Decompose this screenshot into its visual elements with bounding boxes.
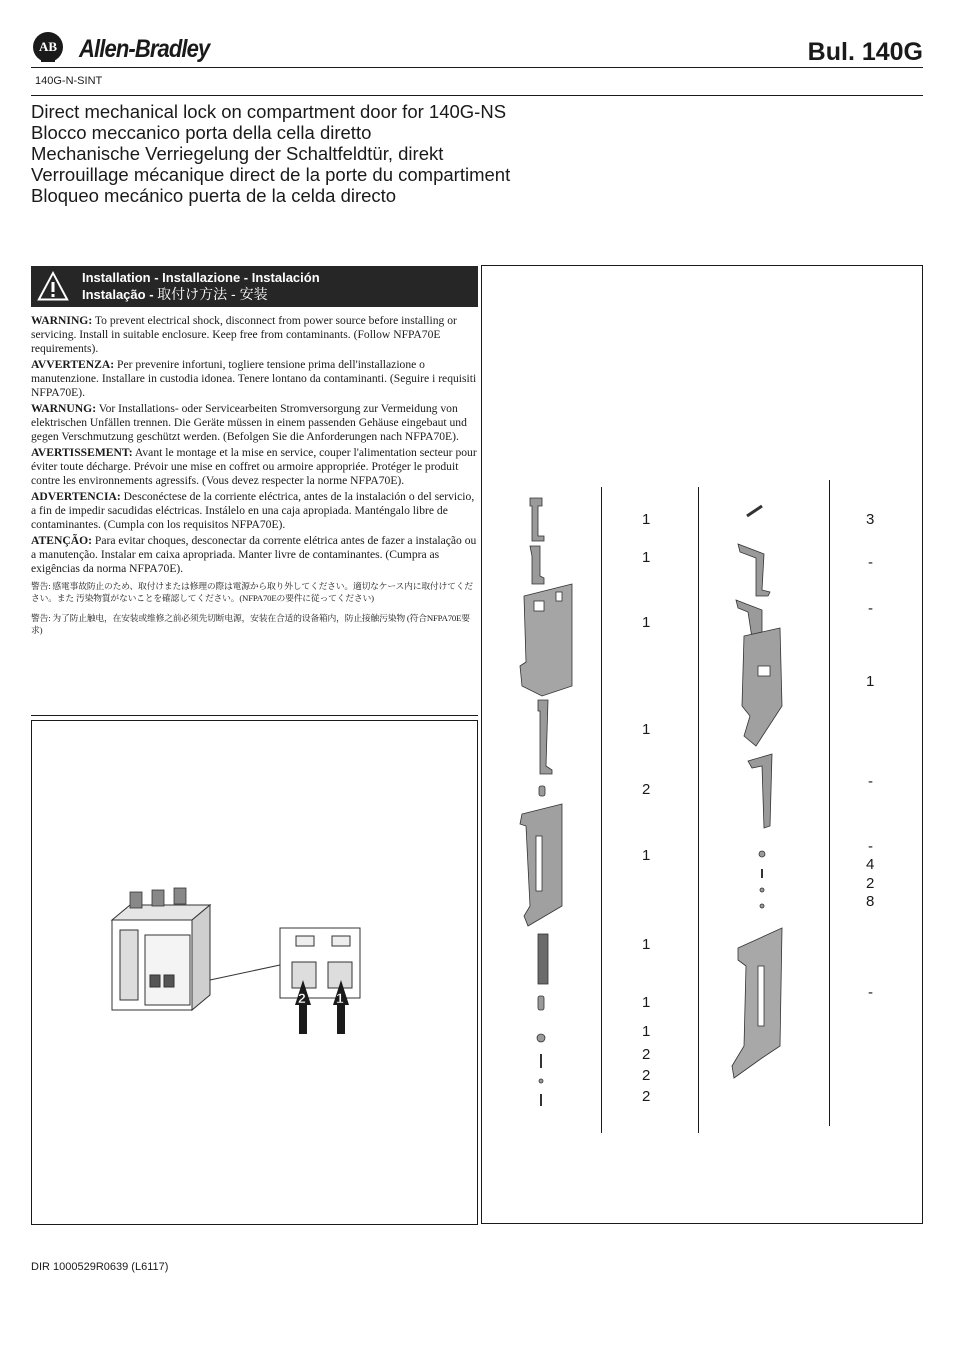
- qty-2-3: -: [868, 600, 873, 617]
- logo-tab: [41, 56, 55, 62]
- warning-en-label: WARNING:: [31, 314, 93, 327]
- title-en: Direct mechanical lock on compartment door for 140G-NS: [31, 101, 507, 122]
- part-lock-mechanism: [742, 628, 782, 746]
- warning-pt: [31, 534, 479, 576]
- part-spring: [747, 506, 762, 516]
- qty-2-4: 1: [866, 673, 875, 690]
- part-long-bracket: [538, 700, 552, 774]
- title-it: Blocco meccanico porta della cella diretto: [31, 122, 372, 143]
- warning-it-label: AVVERTENZA:: [31, 358, 115, 371]
- qty-1-7: 1: [642, 936, 651, 953]
- warning-de-label: WARNUNG:: [31, 402, 97, 415]
- part-bolt-1: [759, 851, 765, 857]
- title-block: [31, 101, 510, 206]
- warning-es: [31, 490, 479, 532]
- warning-en: [31, 314, 479, 356]
- part-bar: [538, 934, 548, 984]
- installation-cjk: 取付け方法 - 安装: [157, 286, 268, 302]
- qty-2-7: 4: [866, 856, 875, 873]
- qty-1-8: 1: [642, 994, 651, 1011]
- warning-es-label: ADVERTENCIA:: [31, 490, 121, 503]
- warning-ja: 警告: 感電事故防止のため、取付けまたは修理の際は電源から取り外してください。適切なケース内に取付けてください。また 汚染物質がないことを確認してください。(NFPA70Eの要件に従ってください): [31, 581, 473, 603]
- part-nut: [537, 1034, 545, 1042]
- warning-pt-text: Para evitar choques, desconectar da corrente elétrica antes de fazer a instalação ou a manutenção. Instalar em caixa apropriada. Manter livre de contaminantes. (Cumpra as exigências da norma NFPA70E).: [31, 534, 477, 575]
- qty-1-3: 1: [642, 614, 651, 631]
- breaker-figure: [100, 880, 380, 1040]
- part-slot: [536, 836, 542, 891]
- title-es: Bloqueo mecánico puerta de la celda directo: [31, 185, 397, 206]
- part-mounting-plate: [732, 928, 782, 1078]
- document-footer: DIR 1000529R0639 (L6117): [31, 1261, 169, 1273]
- part-washer-2: [760, 888, 764, 892]
- header-rule-bottom: [31, 95, 923, 96]
- installation-pt: Instalação -: [82, 287, 158, 302]
- part-lever: [748, 754, 772, 828]
- part-washer-3: [760, 904, 764, 908]
- warning-fr: [31, 446, 479, 488]
- part-mounting-slot: [758, 966, 764, 1026]
- title-de: Mechanische Verriegelung der Schaltfeldtür, direkt: [31, 143, 444, 164]
- part-washer: [539, 1079, 543, 1083]
- qty-2-9: 8: [866, 893, 875, 910]
- warning-es-text: Desconéctese de la corriente eléctrica, antes de la instalación o del servicio, a fin de impedir sacudidas eléctricas. Instálelo en una caja apropiada. Manténgalo libre de contaminantes. (Cumpla con los requisitos NFPA70E).: [31, 490, 475, 531]
- qty-1-5: 2: [642, 781, 651, 798]
- qty-1-9: 1: [642, 1023, 651, 1040]
- warning-it: [31, 358, 479, 400]
- qty-1-11: 2: [642, 1067, 651, 1084]
- title-fr: Verrouillage mécanique direct de la porte du compartiment: [31, 164, 511, 185]
- doc-code: 140G-N-SINT: [35, 75, 103, 87]
- qty-1-2: 1: [642, 549, 651, 566]
- warning-pt-label: ATENÇÃO:: [31, 534, 92, 547]
- qty-2-6: -: [868, 838, 873, 855]
- warning-fr-label: AVERTISSEMENT:: [31, 446, 133, 459]
- warnings-block: [31, 314, 479, 638]
- part-lock-window: [758, 666, 770, 676]
- part-plate-hole-2: [556, 592, 562, 601]
- part-hook-bracket: [738, 544, 770, 596]
- part-spacer: [539, 786, 545, 796]
- part-bracket-mid: [736, 600, 762, 638]
- qty-2-1: 3: [866, 511, 875, 528]
- arrow-label-2: 2: [298, 990, 306, 1006]
- installation-line2: [82, 286, 320, 303]
- header-rule-top: [31, 67, 923, 68]
- warning-de-text: Vor Installations- oder Servicearbeiten Stromversorgung zur Vermeidung von elektrischen Unfällen trennen. Die Geräte müssen in einem passenden Gehäuse eingebaut und gegen Verschmutzung geschützt werden. (Befolgen Sie die Anforderungen nach NFPA70E).: [31, 402, 467, 443]
- qty-1-10: 2: [642, 1046, 651, 1063]
- parts-illustrations: [482, 266, 922, 1226]
- qty-2-5: -: [868, 773, 873, 790]
- warning-it-text: Per prevenire infortuni, togliere tensione prima dell'installazione o manutenzione. Installare in custodia idonea. Tenere lontano da contaminanti. (Seguire i requisiti NFPA70E).: [31, 358, 477, 399]
- installation-line1: Installation - Installazione - Instalación: [82, 270, 320, 285]
- warning-de: [31, 402, 479, 444]
- bulletin-number: Bul. 140G: [807, 38, 923, 66]
- qty-1-4: 1: [642, 721, 651, 738]
- part-plate-hole-1: [534, 601, 544, 611]
- part-plate-large: [520, 584, 572, 696]
- qty-1-6: 1: [642, 847, 651, 864]
- arrow-label-1: 1: [336, 990, 344, 1006]
- qty-2-8: 2: [866, 875, 875, 892]
- qty-2-10: -: [868, 984, 873, 1001]
- part-bracket-small-1: [530, 498, 544, 541]
- installation-heading: [82, 270, 320, 303]
- warning-fr-text: Avant le montage et la mise en service, couper l'alimentation secteur pour éviter toute décharge. Prévoir une mise en coffret ou armoire appropriée. Protéger le produit contre les environnements agressifs. (Vous devez respecter la norme NFPA70E).: [31, 446, 477, 487]
- warning-en-text: To prevent electrical shock, disconnect from power source before installing or servicing. Install in suitable enclosure. Keep free from contaminants. (Follow NFPA70E requirements).: [31, 314, 457, 355]
- part-pin: [538, 996, 544, 1010]
- part-bracket-small-2: [530, 546, 544, 584]
- brand-name: Allen-Bradley: [79, 35, 210, 63]
- warnings-divider: [31, 715, 478, 716]
- warning-zh: 警告: 为了防止触电，在安装或维修之前必须先切断电源，安装在合适的设备箱内，防止接触污染物 (符合NFPA70E要求): [31, 613, 470, 635]
- qty-1-12: 2: [642, 1088, 651, 1105]
- warning-triangle-icon: [36, 270, 70, 302]
- allen-bradley-logo-icon: AB: [33, 32, 63, 62]
- qty-2-2: -: [868, 554, 873, 571]
- qty-1-1: 1: [642, 511, 651, 528]
